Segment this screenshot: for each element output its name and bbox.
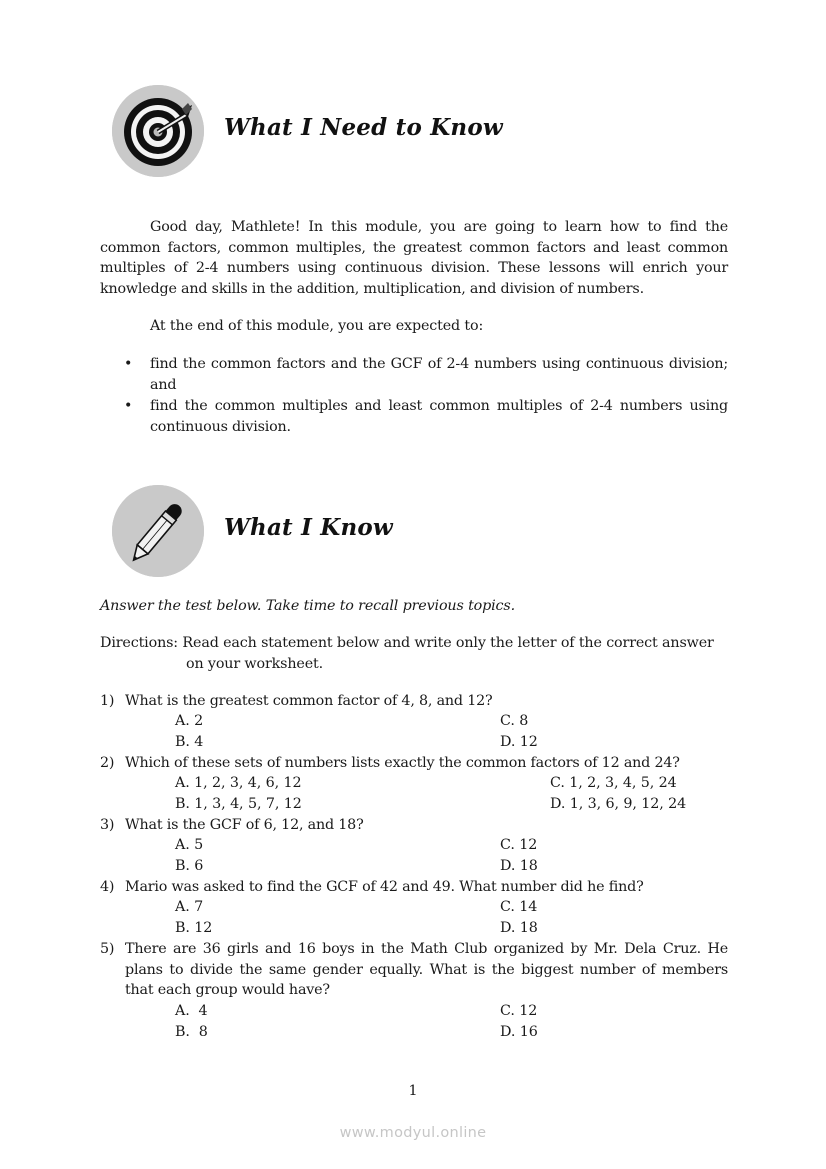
page-number: 1 [408,1083,418,1099]
option-b: B. 8 [175,1024,208,1040]
question-1: 1) What is the greatest common factor of 4, 8, and 12? [100,693,493,709]
question-4: 4) Mario was asked to find the GCF of 42 and 49. What number did he find? [100,879,644,895]
option-a: A. 1, 2, 3, 4, 6, 12 [175,775,302,791]
section-title-what-i-need-to-know: What I Need to Know [224,114,503,141]
option-d: D. 12 [500,734,538,750]
directions-text: Read each statement below and write only the letter of the correct answer [182,635,714,651]
option-a: A. 2 [175,713,204,729]
intro-paragraph: Good day, Mathlete! In this module, you are going to learn how to find the common factors, common multiples, the greatest common factors and least common multiples of 2-4 numbers using continuous division. These lessons will enrich your knowledge and skills in the addition, multiplication, and division of numbers. [100,219,728,298]
section-title-what-i-know: What I Know [224,514,393,541]
directions-text-line2: on your worksheet. [186,656,324,672]
option-c: C. 8 [500,713,529,729]
option-d: D. 18 [500,920,538,936]
directions-label: Directions: [100,635,178,651]
option-b: B. 12 [175,920,213,936]
watermark: www.modyul.online [339,1125,487,1141]
objective-item: • find the common factors and the GCF of 2-4 numbers using continuous division; and [124,356,728,393]
option-a: A. 7 [175,899,204,915]
bullet-icon: • [124,398,133,414]
target-icon [112,85,204,177]
option-a: A. 5 [175,837,204,853]
objective-item: • find the common multiples and least common multiples of 2-4 numbers using continuous division. [124,398,728,435]
question-2: 2) Which of these sets of numbers lists exactly the common factors of 12 and 24? [100,755,680,771]
option-a: A. 4 [175,1003,208,1019]
option-d: D. 16 [500,1024,538,1040]
option-b: B. 1, 3, 4, 5, 7, 12 [175,796,302,812]
option-d: D. 1, 3, 6, 9, 12, 24 [550,796,687,812]
option-c: C. 1, 2, 3, 4, 5, 24 [550,775,677,791]
objectives-list [100,354,728,438]
question-3: 3) What is the GCF of 6, 12, and 18? [100,817,364,833]
test-instruction: Answer the test below. Take time to recall previous topics. [100,598,515,614]
option-d: D. 18 [500,858,538,874]
option-b: B. 4 [175,734,204,750]
question-5: 5) There are 36 girls and 16 boys in the Math Club organized by Mr. Dela Cruz. He plans to divide the same gender equally. What is the biggest number of members that each group would have? [100,941,728,999]
option-b: B. 6 [175,858,204,874]
option-c: C. 12 [500,837,538,853]
bullet-icon: • [124,356,133,372]
option-c: C. 12 [500,1003,538,1019]
expectation-lead: At the end of this module, you are expected to: [150,318,484,334]
directions [100,633,714,654]
pencil-icon [112,485,204,577]
option-c: C. 14 [500,899,538,915]
